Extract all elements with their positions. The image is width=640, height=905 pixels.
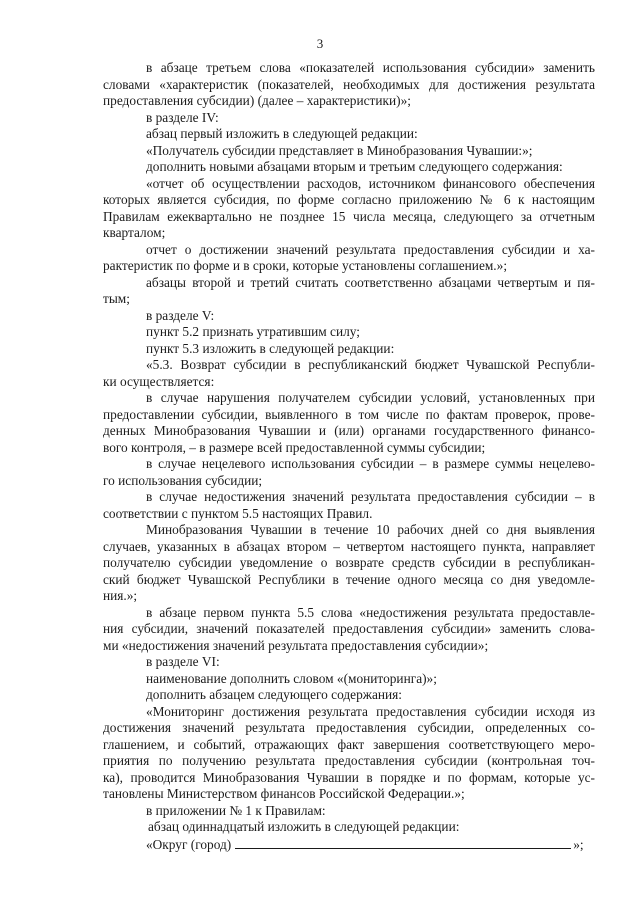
text-line: абзац первый изложить в следующей редакции:: [146, 126, 418, 141]
text-line: пункт 5.3 изложить в следующей редакции:: [146, 340, 395, 356]
text-line: Правилам ежеквартально не позднее 15 числа месяца, следующего за отчетным: [103, 208, 595, 224]
text-line: денных Минобразования Чувашии и (или) органами государственного финансо-: [103, 423, 595, 438]
text-line: соответствии с пунктом 5.5 настоящих Правил.: [103, 505, 373, 521]
text-line: тым;: [103, 291, 130, 306]
text-line: в разделе V:: [146, 307, 215, 323]
text-line: го использования субсидии;: [103, 472, 263, 488]
district-line-end: »;: [573, 836, 584, 852]
text-line: предоставления субсидии) (далее – характеристики)»;: [103, 93, 411, 108]
text-line: кварталом;: [103, 225, 166, 240]
text-line: в абзаце первом пункта 5.5 слова «недостижения результата предоставле-: [146, 604, 595, 620]
district-label: «Округ (город): [146, 836, 232, 852]
district-line: [103, 836, 595, 853]
text-line: ния субсидии, значений показателей предоставления субсидии» заменить слова-: [103, 621, 595, 636]
text-line: в случае недостижения значений результата предоставления субсидии – в: [146, 489, 595, 504]
text-line: ки осуществляется:: [103, 373, 215, 389]
text-line: абзацы второй и третий считать соответственно абзацами четвертым и пя-: [146, 274, 595, 290]
text-line: получателю субсидии уведомление о возврате средств субсидии в республикан-: [103, 555, 595, 570]
text-line: случаев, указанных в абзацах втором – четвертом настоящего пункта, направляет: [103, 538, 595, 554]
text-line: отчет о достижении значений результата предоставления субсидии и ха-: [146, 241, 595, 257]
text-line: абзац одиннадцатый изложить в следующей редакции:: [148, 819, 460, 834]
text-line: пункт 5.2 признать утратившим силу;: [146, 324, 360, 339]
text-line: в приложении № 1 к Правилам:: [146, 802, 326, 818]
text-line: рактеристик по форме и в сроки, которые установлены соглашением.»;: [103, 258, 508, 273]
text-line: «Мониторинг достижения результата предоставления субсидии исходя из: [146, 703, 595, 719]
text-line: в разделе VI:: [146, 654, 220, 669]
text-line: вого контроля, – в размере всей предоставленной суммы субсидии;: [103, 439, 486, 455]
text-line: в случае нарушения получателем субсидии условий, установленных при: [146, 390, 595, 405]
text-line: в случае нецелевого использования субсидии – в размере суммы нецелево-: [146, 456, 595, 471]
text-line: ка), проводится Минобразования Чувашии в порядке и по формам, которые ус-: [103, 769, 595, 785]
text-line: в разделе IV:: [146, 109, 219, 125]
text-line: дополнить новыми абзацами вторым и третьим следующего содержания:: [146, 159, 563, 174]
text-line: «Получатель субсидии представляет в Минобразования Чувашии:»;: [146, 142, 533, 158]
text-line: дополнить абзацем следующего содержания:: [146, 687, 403, 702]
document-body: [103, 60, 595, 852]
text-line: тановлены Министерством финансов Российской Федерации.»;: [103, 786, 465, 801]
text-line: ми «недостижения значений результата предоставления субсидии»;: [103, 637, 489, 653]
text-line: «отчет об осуществлении расходов, источником финансового обеспечения: [146, 175, 595, 191]
text-line: которых является субсидия, по форме согласно приложению № 6 к настоящим: [103, 192, 595, 207]
text-line: ния.»;: [103, 588, 138, 603]
text-line: Минобразования Чувашии в течение 10 рабочих дней со дня выявления: [146, 522, 595, 537]
text-line: в абзаце третьем слова «показателей использования субсидии» заменить: [146, 60, 595, 75]
text-line: предоставлении субсидии, выявленного в том числе по фактам проверок, прове-: [103, 406, 595, 422]
text-line: глашением, и событий, отражающих факт завершения соответствующего меро-: [103, 736, 595, 752]
page-number: 3: [316, 36, 324, 51]
text-line: приятия по получению результата предоставления субсидии (контрольная точ-: [103, 753, 595, 768]
text-line: ский бюджет Чувашской Республики в течение одного месяца со дня уведомле-: [103, 571, 595, 587]
fill-in-blank: [235, 836, 571, 849]
text-line: наименование дополнить словом «(мониторинга)»;: [146, 670, 437, 686]
text-line: словами «характеристик (показателей, необходимых для достижения результата: [103, 76, 595, 92]
text-line: достижения значений результата предоставления субсидии, определенных со-: [103, 720, 595, 735]
text-line: «5.3. Возврат субсидии в республиканский бюджет Чувашской Республи-: [146, 357, 595, 372]
